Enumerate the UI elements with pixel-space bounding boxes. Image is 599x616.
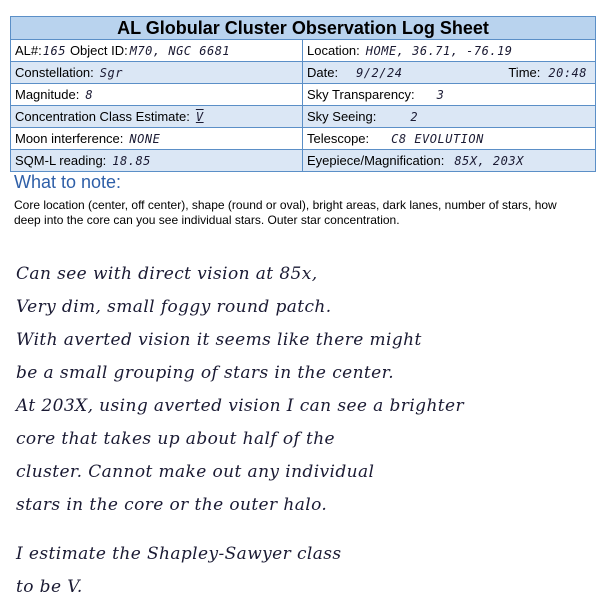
concentration-label: Concentration Class Estimate: bbox=[15, 109, 190, 124]
row-magnitude bbox=[11, 84, 595, 106]
handwritten-line: core that takes up about half of the bbox=[16, 429, 336, 449]
handwritten-line: Very dim, small foggy round patch. bbox=[16, 297, 332, 317]
cell-location bbox=[303, 40, 595, 61]
time-value: 20:48 bbox=[548, 65, 587, 80]
eyepiece-label: Eyepiece/Magnification: bbox=[307, 153, 445, 168]
cell-moon bbox=[11, 128, 303, 149]
date-value: 9/2/24 bbox=[356, 65, 403, 80]
seeing-value: 2 bbox=[410, 109, 419, 124]
cell-seeing bbox=[303, 106, 595, 127]
telescope-value: C8 EVOLUTION bbox=[391, 131, 484, 146]
handwritten-notes bbox=[16, 258, 591, 604]
handwritten-line: cluster. Cannot make out any individual bbox=[16, 462, 375, 482]
sqm-value: 18.85 bbox=[112, 153, 151, 168]
date-label: Date: bbox=[307, 65, 339, 80]
object-id-label: Object ID: bbox=[69, 43, 128, 58]
row-sqm bbox=[11, 150, 595, 171]
row-moon bbox=[11, 128, 595, 150]
cell-transparency bbox=[303, 84, 595, 105]
seeing-label: Sky Seeing: bbox=[307, 109, 377, 124]
row-object bbox=[11, 40, 595, 62]
magnitude-label: Magnitude: bbox=[15, 87, 80, 102]
al-number-label: AL#: bbox=[15, 43, 42, 58]
al-number-value: 165 bbox=[42, 43, 66, 58]
handwritten-line: With averted vision it seems like there might bbox=[16, 330, 422, 350]
handwritten-gap bbox=[16, 522, 591, 538]
cell-telescope bbox=[303, 128, 595, 149]
cell-constellation bbox=[11, 62, 303, 83]
cell-date-time bbox=[303, 62, 595, 83]
moon-label: Moon interference: bbox=[15, 131, 124, 146]
log-sheet-table bbox=[10, 16, 596, 172]
telescope-label: Telescope: bbox=[307, 131, 370, 146]
sqm-label: SQM-L reading: bbox=[15, 153, 107, 168]
row-concentration bbox=[11, 106, 595, 128]
sheet-title: AL Globular Cluster Observation Log Sheet bbox=[11, 17, 595, 40]
concentration-value: V bbox=[195, 109, 204, 124]
row-constellation bbox=[11, 62, 595, 84]
cell-magnitude bbox=[11, 84, 303, 105]
cell-concentration bbox=[11, 106, 303, 127]
cell-al-object bbox=[11, 40, 303, 61]
handwritten-line: to be V. bbox=[16, 577, 83, 597]
handwritten-line: Can see with direct vision at 85x, bbox=[16, 264, 318, 284]
moon-value: NONE bbox=[129, 131, 161, 146]
notes-heading: What to note: bbox=[14, 172, 122, 192]
transparency-label: Sky Transparency: bbox=[307, 87, 415, 102]
cell-eyepiece bbox=[303, 150, 595, 171]
constellation-label: Constellation: bbox=[15, 65, 94, 80]
notes-instructions: Core location (center, off center), shape (round or oval), bright areas, dark lanes, number of stars, how deep into the core can you see individual stars. Outer star concentration. bbox=[14, 198, 557, 227]
handwritten-line: be a small grouping of stars in the center. bbox=[16, 363, 395, 383]
object-id-value: M70, NGC 6681 bbox=[129, 43, 231, 58]
eyepiece-value: 85X, 203X bbox=[454, 153, 524, 168]
handwritten-line: I estimate the Shapley-Sawyer class bbox=[16, 544, 342, 564]
transparency-value: 3 bbox=[436, 87, 445, 102]
location-label: Location: bbox=[307, 43, 360, 58]
handwritten-line: stars in the core or the outer halo. bbox=[16, 495, 328, 515]
handwritten-line: At 203X, using averted vision I can see a brighter bbox=[16, 396, 465, 416]
location-value: HOME, 36.71, -76.19 bbox=[365, 43, 513, 58]
time-label: Time: bbox=[508, 65, 541, 80]
magnitude-value: 8 bbox=[85, 87, 94, 102]
constellation-value: Sgr bbox=[99, 65, 123, 80]
cell-sqm bbox=[11, 150, 303, 171]
